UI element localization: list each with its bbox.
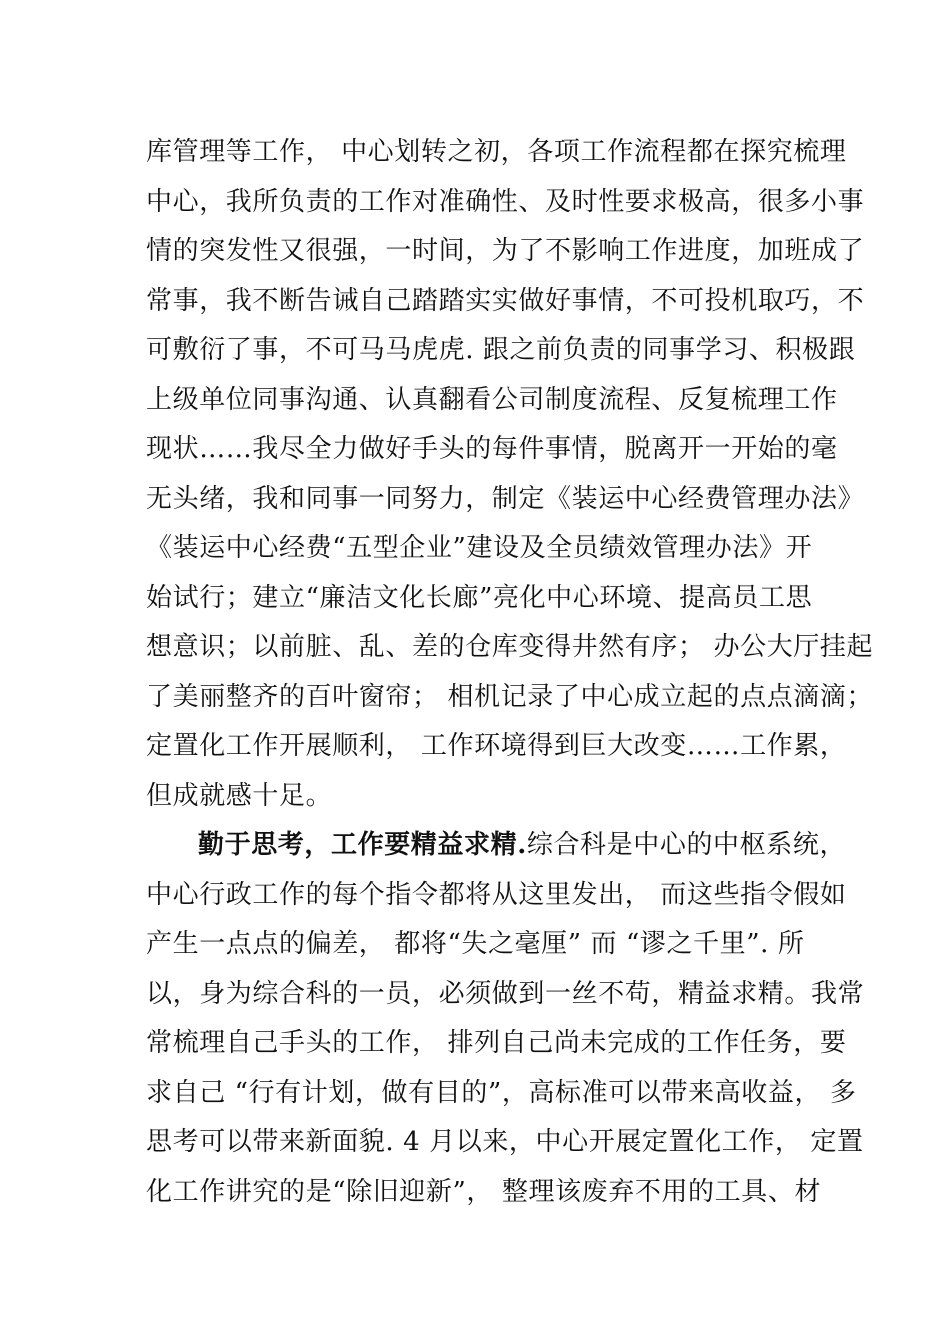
text-line: 想意识；以前脏、乱、差的仓库变得井然有序； 办公大厅挂起 <box>146 632 874 662</box>
text-line: 情的突发性又很强，一时间，为了不影响工作进度，加班成了 <box>146 236 865 266</box>
text-line: 了美丽整齐的百叶窗帘； 相机记录了中心成立起的点点滴滴； <box>146 681 874 712</box>
paragraph-first-line <box>146 821 847 871</box>
text-line: 现状……我尽全力做好手头的每件事情，脱离开一开始的毫 <box>146 434 838 464</box>
text-line: 化工作讲究的是“除旧迎新”， 整理该废弃不用的工具、材 <box>146 1176 822 1207</box>
text-line: 常事，我不断告诫自己踏踏实实做好事情，不可投机取巧，不 <box>146 285 865 316</box>
text-line: 《装运中心经费“五型企业”建设及全员绩效管理办法》开 <box>146 533 813 563</box>
text-line: 以，身为综合科的一员，必须做到一丝不苟，精益求精。我常 <box>146 978 865 1009</box>
text-line: 中心行政工作的每个指令都将从这里发出， 而这些指令假如 <box>146 879 847 910</box>
text-line: 常梳理自己手头的工作， 排列自己尚未完成的工作任务，要 <box>146 1028 847 1058</box>
text-line: 库管理等工作， 中心划转之初，各项工作流程都在探究梳理 <box>146 137 847 167</box>
text-line: 中心，我所负责的工作对准确性、及时性要求极高，很多小事 <box>146 186 865 217</box>
paragraph-first-line-text: 综合科是中心的中枢系统， <box>526 830 847 860</box>
text-line: 产生一点点的偏差， 都将“失之毫厘” 而 “谬之千里”. 所 <box>146 929 805 959</box>
text-line: 始试行；建立“廉洁文化长廊”亮化中心环境、提高员工思 <box>146 582 813 613</box>
paragraph-heading: 勤于思考，工作要精益求精. <box>198 830 527 860</box>
document-body <box>146 128 874 1217</box>
text-line: 无头绪，我和同事一同努力，制定《装运中心经费管理办法》 <box>146 483 865 514</box>
text-line: 但成就感十足。 <box>146 780 333 811</box>
text-line: 可敷衍了事，不可马马虎虎. 跟之前负责的同事学习、积极跟 <box>146 335 856 365</box>
text-line: 上级单位同事沟通、认真翻看公司制度流程、反复梳理工作 <box>146 384 838 415</box>
text-line: 求自己 “行有计划，做有目的”，高标准可以带来高收益， 多 <box>146 1077 857 1108</box>
text-line: 思考可以带来新面貌. 4 月以来，中心开展定置化工作， 定置 <box>146 1127 864 1157</box>
text-line: 定置化工作开展顺利， 工作环境得到巨大改变……工作累， <box>146 731 847 761</box>
